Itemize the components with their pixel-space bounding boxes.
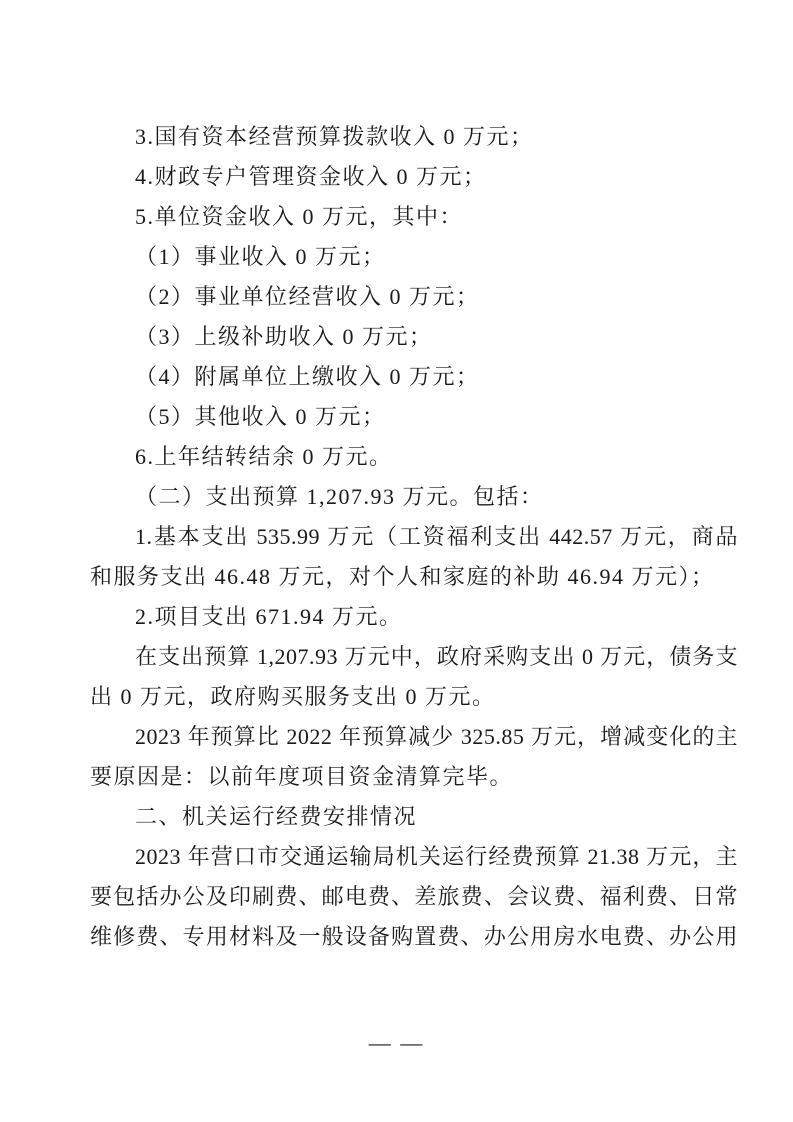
text-line: （二）支出预算 1,207.93 万元。包括：: [135, 484, 544, 509]
text-line: 5.单位资金收入 0 万元，其中：: [135, 204, 464, 229]
text-line: （5）其他收入 0 万元；: [135, 404, 386, 429]
document-body: [90, 117, 738, 957]
text-line: 在支出预算 1,207.93 万元中，政府采购支出 0 万元，债务支: [135, 644, 738, 669]
text-line: 2023 年营口市交通运输局机关运行经费预算 21.38 万元，主: [135, 844, 738, 869]
text-line: （2）事业单位经营收入 0 万元；: [135, 284, 480, 309]
text-line: 2.项目支出 671.94 万元。: [135, 604, 403, 629]
text-line: 要包括办公及印刷费、邮电费、差旅费、会议费、福利费、日常: [90, 884, 738, 909]
text-line: （3）上级补助收入 0 万元；: [135, 324, 433, 349]
text-line: （1）事业收入 0 万元；: [135, 244, 386, 269]
text-line: 维修费、专用材料及一般设备购置费、办公用房水电费、办公用: [90, 924, 738, 949]
text-line: 要原因是：以前年度项目资金清算完毕。: [90, 764, 514, 789]
text-line: 2023 年预算比 2022 年预算减少 325.85 万元，增减变化的主: [135, 724, 738, 749]
text-line: 4.财政专户管理资金收入 0 万元；: [135, 164, 487, 189]
text-line: 出 0 万元，政府购买服务支出 0 万元。: [90, 684, 496, 709]
page-footer: — —: [368, 1030, 425, 1055]
text-line: 6.上年结转结余 0 万元。: [135, 444, 393, 469]
text-line: 3.国有资本经营预算拨款收入 0 万元；: [135, 124, 534, 149]
text-line: 二、机关运行经费安排情况: [135, 804, 418, 829]
text-line: 和服务支出 46.48 万元，对个人和家庭的补助 46.94 万元）；: [90, 564, 715, 589]
text-line: （4）附属单位上缴收入 0 万元；: [135, 364, 480, 389]
text-line: 1.基本支出 535.99 万元（工资福利支出 442.57 万元，商品: [135, 524, 738, 549]
